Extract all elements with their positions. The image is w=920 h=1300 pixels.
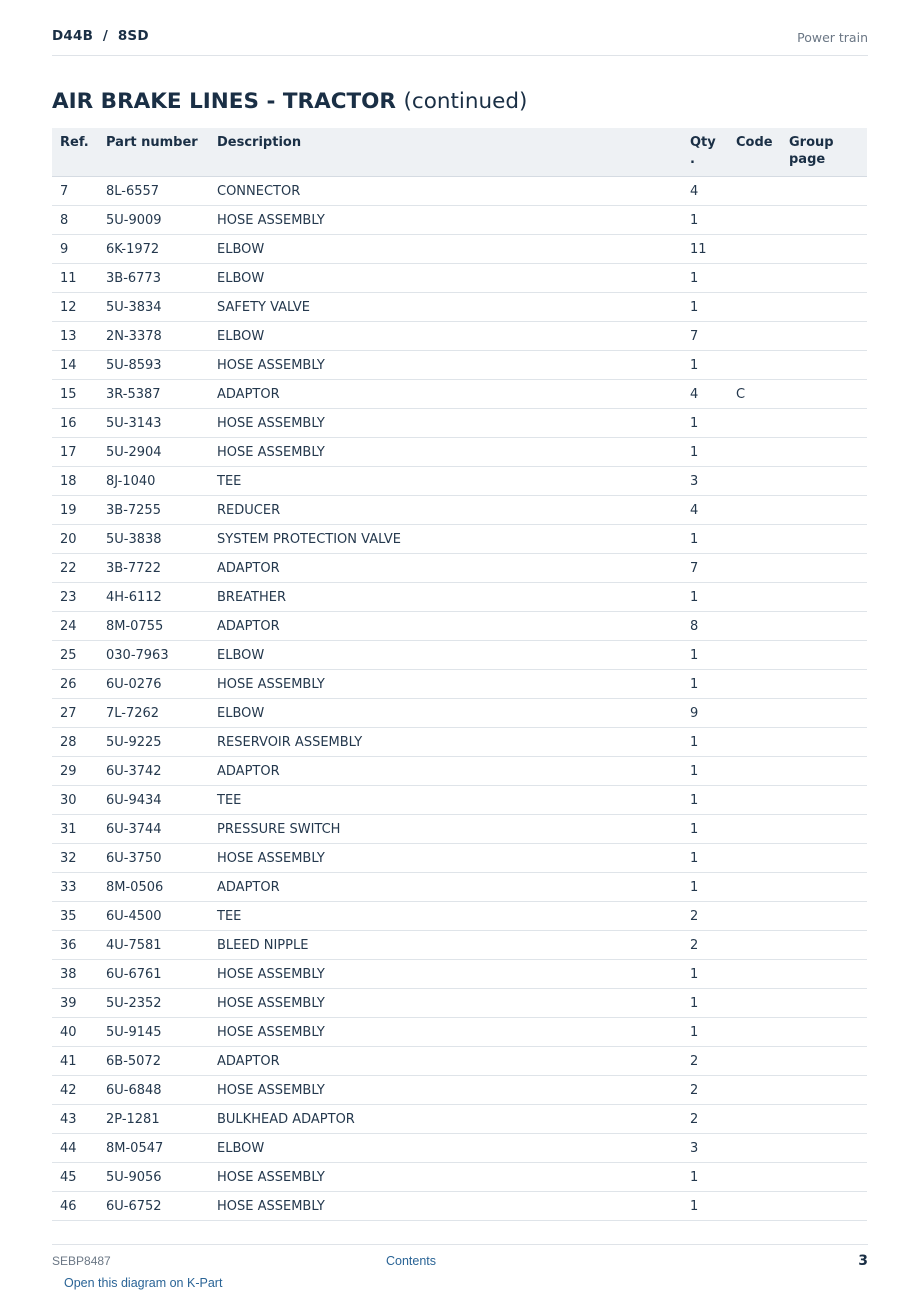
cell-ref: 12 [52,293,98,322]
cell-description: ADAPTOR [209,873,682,902]
cell-description: BULKHEAD ADAPTOR [209,1105,682,1134]
cell-qty: 1 [682,409,728,438]
cell-group-page [781,525,867,554]
cell-group-page [781,902,867,931]
cell-code [728,612,781,641]
cell-group-page [781,786,867,815]
cell-code [728,1163,781,1192]
cell-part-number: 5U-2904 [98,438,209,467]
cell-qty: 2 [682,1047,728,1076]
table-row [52,554,867,583]
cell-part-number: 6U-0276 [98,670,209,699]
cell-code [728,1192,781,1221]
table-row [52,1105,867,1134]
cell-ref: 23 [52,583,98,612]
cell-description: PRESSURE SWITCH [209,815,682,844]
cell-code [728,1076,781,1105]
table-row [52,989,867,1018]
cell-ref: 8 [52,206,98,235]
table-row [52,815,867,844]
table-row [52,670,867,699]
cell-code [728,902,781,931]
cell-qty: 1 [682,786,728,815]
cell-group-page [781,322,867,351]
cell-code [728,554,781,583]
table-row [52,844,867,873]
cell-qty: 4 [682,496,728,525]
cell-group-page [781,699,867,728]
contents-link[interactable]: Contents [386,1254,437,1268]
cell-qty: 1 [682,670,728,699]
table-row [52,583,867,612]
cell-group-page [781,1047,867,1076]
cell-code [728,235,781,264]
cell-part-number: 5U-2352 [98,989,209,1018]
cell-group-page [781,351,867,380]
table-row [52,264,867,293]
cell-ref: 15 [52,380,98,409]
cell-qty: 1 [682,438,728,467]
cell-qty: 4 [682,177,728,206]
cell-group-page [781,1134,867,1163]
cell-description: HOSE ASSEMBLY [209,351,682,380]
cell-part-number: 8J-1040 [98,467,209,496]
cell-code [728,351,781,380]
cell-qty: 7 [682,322,728,351]
cell-qty: 1 [682,960,728,989]
cell-ref: 45 [52,1163,98,1192]
cell-code [728,409,781,438]
cell-code [728,1134,781,1163]
table-row [52,351,867,380]
cell-part-number: 5U-3143 [98,409,209,438]
open-kpart-link[interactable]: Open this diagram on K-Part [64,1276,223,1290]
cell-description: HOSE ASSEMBLY [209,1018,682,1047]
table-row [52,902,867,931]
cell-ref: 11 [52,264,98,293]
col-header-description: Description [209,128,682,177]
table-row [52,1163,867,1192]
cell-part-number: 2P-1281 [98,1105,209,1134]
cell-part-number: 3B-7255 [98,496,209,525]
cell-group-page [781,264,867,293]
cell-ref: 42 [52,1076,98,1105]
cell-group-page [781,960,867,989]
cell-ref: 38 [52,960,98,989]
table-row [52,1076,867,1105]
cell-description: HOSE ASSEMBLY [209,844,682,873]
cell-description: HOSE ASSEMBLY [209,1192,682,1221]
table-row [52,293,867,322]
cell-group-page [781,438,867,467]
table-row [52,757,867,786]
cell-code [728,989,781,1018]
cell-code [728,1018,781,1047]
cell-qty: 1 [682,206,728,235]
cell-group-page [781,554,867,583]
cell-group-page [781,1163,867,1192]
cell-qty: 1 [682,1192,728,1221]
cell-code [728,670,781,699]
cell-qty: 11 [682,235,728,264]
cell-description: ELBOW [209,322,682,351]
cell-group-page [781,409,867,438]
cell-ref: 46 [52,1192,98,1221]
cell-description: SAFETY VALVE [209,293,682,322]
cell-description: HOSE ASSEMBLY [209,409,682,438]
cell-description: ELBOW [209,264,682,293]
cell-code [728,293,781,322]
cell-part-number: 3R-5387 [98,380,209,409]
cell-group-page [781,1076,867,1105]
cell-part-number: 030-7963 [98,641,209,670]
cell-ref: 26 [52,670,98,699]
cell-group-page [781,931,867,960]
table-row [52,496,867,525]
cell-ref: 28 [52,728,98,757]
cell-description: ELBOW [209,1134,682,1163]
document-code: SEBP8487 [52,1254,111,1268]
cell-qty: 9 [682,699,728,728]
cell-part-number: 4H-6112 [98,583,209,612]
cell-qty: 3 [682,467,728,496]
cell-group-page [781,1192,867,1221]
cell-qty: 1 [682,1018,728,1047]
cell-code [728,728,781,757]
cell-ref: 24 [52,612,98,641]
cell-code [728,757,781,786]
cell-qty: 1 [682,989,728,1018]
cell-part-number: 5U-9145 [98,1018,209,1047]
cell-code [728,699,781,728]
table-row [52,1047,867,1076]
cell-qty: 1 [682,728,728,757]
cell-part-number: 8M-0506 [98,873,209,902]
cell-part-number: 4U-7581 [98,931,209,960]
cell-ref: 32 [52,844,98,873]
cell-code: C [728,380,781,409]
cell-ref: 40 [52,1018,98,1047]
cell-group-page [781,467,867,496]
cell-part-number: 5U-3834 [98,293,209,322]
cell-ref: 19 [52,496,98,525]
page-header [52,28,868,56]
table-row [52,235,867,264]
table-row [52,380,867,409]
cell-code [728,931,781,960]
cell-part-number: 5U-9225 [98,728,209,757]
table-row [52,1192,867,1221]
cell-code [728,206,781,235]
cell-code [728,438,781,467]
cell-code [728,467,781,496]
cell-ref: 22 [52,554,98,583]
cell-ref: 31 [52,815,98,844]
cell-part-number: 6U-6761 [98,960,209,989]
cell-ref: 33 [52,873,98,902]
cell-ref: 13 [52,322,98,351]
cell-ref: 41 [52,1047,98,1076]
page-footer [52,1244,868,1275]
cell-part-number: 5U-9009 [98,206,209,235]
cell-description: ADAPTOR [209,380,682,409]
cell-group-page [781,583,867,612]
cell-ref: 16 [52,409,98,438]
cell-description: TEE [209,786,682,815]
cell-ref: 7 [52,177,98,206]
page-title [52,89,527,114]
cell-qty: 1 [682,757,728,786]
cell-description: HOSE ASSEMBLY [209,438,682,467]
cell-code [728,177,781,206]
cell-qty: 1 [682,815,728,844]
cell-qty: 1 [682,844,728,873]
parts-table [52,128,867,1221]
cell-ref: 14 [52,351,98,380]
cell-group-page [781,496,867,525]
col-header-ref: Ref. [52,128,98,177]
col-header-group-page: Group page [781,128,867,177]
cell-ref: 29 [52,757,98,786]
cell-ref: 36 [52,931,98,960]
cell-code [728,496,781,525]
cell-qty: 8 [682,612,728,641]
cell-code [728,641,781,670]
cell-group-page [781,1018,867,1047]
cell-part-number: 8M-0755 [98,612,209,641]
cell-group-page [781,757,867,786]
cell-qty: 1 [682,641,728,670]
table-row [52,873,867,902]
cell-description: SYSTEM PROTECTION VALVE [209,525,682,554]
cell-ref: 27 [52,699,98,728]
cell-group-page [781,1105,867,1134]
cell-code [728,583,781,612]
cell-description: HOSE ASSEMBLY [209,1076,682,1105]
cell-description: REDUCER [209,496,682,525]
cell-qty: 4 [682,380,728,409]
cell-qty: 3 [682,1134,728,1163]
cell-part-number: 6U-6752 [98,1192,209,1221]
cell-description: BLEED NIPPLE [209,931,682,960]
cell-part-number: 6U-9434 [98,786,209,815]
cell-code [728,264,781,293]
cell-group-page [781,235,867,264]
cell-description: CONNECTOR [209,177,682,206]
table-row [52,699,867,728]
cell-qty: 7 [682,554,728,583]
cell-code [728,1105,781,1134]
cell-group-page [781,641,867,670]
table-row [52,1018,867,1047]
cell-code [728,844,781,873]
cell-qty: 1 [682,293,728,322]
cell-ref: 18 [52,467,98,496]
table-row [52,438,867,467]
cell-qty: 1 [682,264,728,293]
table-row [52,728,867,757]
cell-description: ADAPTOR [209,554,682,583]
table-row [52,612,867,641]
section-label: Power train [797,30,868,45]
cell-part-number: 6B-5072 [98,1047,209,1076]
table-row [52,931,867,960]
cell-description: BREATHER [209,583,682,612]
cell-part-number: 6U-6848 [98,1076,209,1105]
cell-description: ADAPTOR [209,1047,682,1076]
cell-group-page [781,873,867,902]
table-header-row [52,128,867,177]
cell-part-number: 8L-6557 [98,177,209,206]
cell-description: HOSE ASSEMBLY [209,989,682,1018]
cell-part-number: 8M-0547 [98,1134,209,1163]
table-row [52,1134,867,1163]
cell-ref: 9 [52,235,98,264]
title-suffix: (continued) [403,89,528,114]
table-row [52,960,867,989]
col-header-qty: Qty . [682,128,728,177]
cell-qty: 1 [682,351,728,380]
cell-part-number: 5U-3838 [98,525,209,554]
cell-group-page [781,612,867,641]
cell-description: TEE [209,467,682,496]
cell-group-page [781,844,867,873]
cell-qty: 2 [682,1105,728,1134]
cell-qty: 2 [682,931,728,960]
cell-description: HOSE ASSEMBLY [209,206,682,235]
cell-code [728,873,781,902]
cell-ref: 17 [52,438,98,467]
cell-part-number: 6U-3744 [98,815,209,844]
cell-description: TEE [209,902,682,931]
cell-group-page [781,380,867,409]
cell-description: ELBOW [209,235,682,264]
cell-description: HOSE ASSEMBLY [209,960,682,989]
cell-qty: 1 [682,525,728,554]
cell-part-number: 6U-3750 [98,844,209,873]
cell-description: RESERVOIR ASSEMBLY [209,728,682,757]
cell-group-page [781,293,867,322]
cell-group-page [781,989,867,1018]
cell-part-number: 7L-7262 [98,699,209,728]
cell-part-number: 5U-8593 [98,351,209,380]
cell-description: ELBOW [209,641,682,670]
cell-ref: 44 [52,1134,98,1163]
cell-description: HOSE ASSEMBLY [209,1163,682,1192]
cell-ref: 39 [52,989,98,1018]
table-row [52,525,867,554]
cell-code [728,960,781,989]
table-row [52,786,867,815]
cell-description: ADAPTOR [209,757,682,786]
cell-description: ELBOW [209,699,682,728]
col-header-part-number: Part number [98,128,209,177]
cell-ref: 20 [52,525,98,554]
cell-part-number: 6U-4500 [98,902,209,931]
cell-code [728,786,781,815]
table-row [52,206,867,235]
cell-qty: 2 [682,902,728,931]
cell-group-page [781,728,867,757]
cell-group-page [781,177,867,206]
cell-part-number: 3B-6773 [98,264,209,293]
cell-description: ADAPTOR [209,612,682,641]
cell-qty: 1 [682,873,728,902]
cell-qty: 1 [682,1163,728,1192]
cell-ref: 25 [52,641,98,670]
table-row [52,177,867,206]
col-header-code: Code [728,128,781,177]
cell-part-number: 3B-7722 [98,554,209,583]
cell-code [728,1047,781,1076]
table-row [52,467,867,496]
cell-code [728,815,781,844]
cell-group-page [781,206,867,235]
model-label: D44B / 8SD [52,28,149,44]
cell-qty: 1 [682,583,728,612]
cell-group-page [781,670,867,699]
cell-ref: 43 [52,1105,98,1134]
cell-group-page [781,815,867,844]
table-row [52,409,867,438]
table-row [52,322,867,351]
title-main: AIR BRAKE LINES - TRACTOR [52,89,396,114]
cell-part-number: 6U-3742 [98,757,209,786]
cell-part-number: 6K-1972 [98,235,209,264]
cell-part-number: 5U-9056 [98,1163,209,1192]
cell-ref: 35 [52,902,98,931]
cell-description: HOSE ASSEMBLY [209,670,682,699]
cell-code [728,525,781,554]
cell-qty: 2 [682,1076,728,1105]
cell-code [728,322,781,351]
cell-part-number: 2N-3378 [98,322,209,351]
table-row [52,641,867,670]
cell-ref: 30 [52,786,98,815]
page-number: 3 [858,1253,868,1269]
